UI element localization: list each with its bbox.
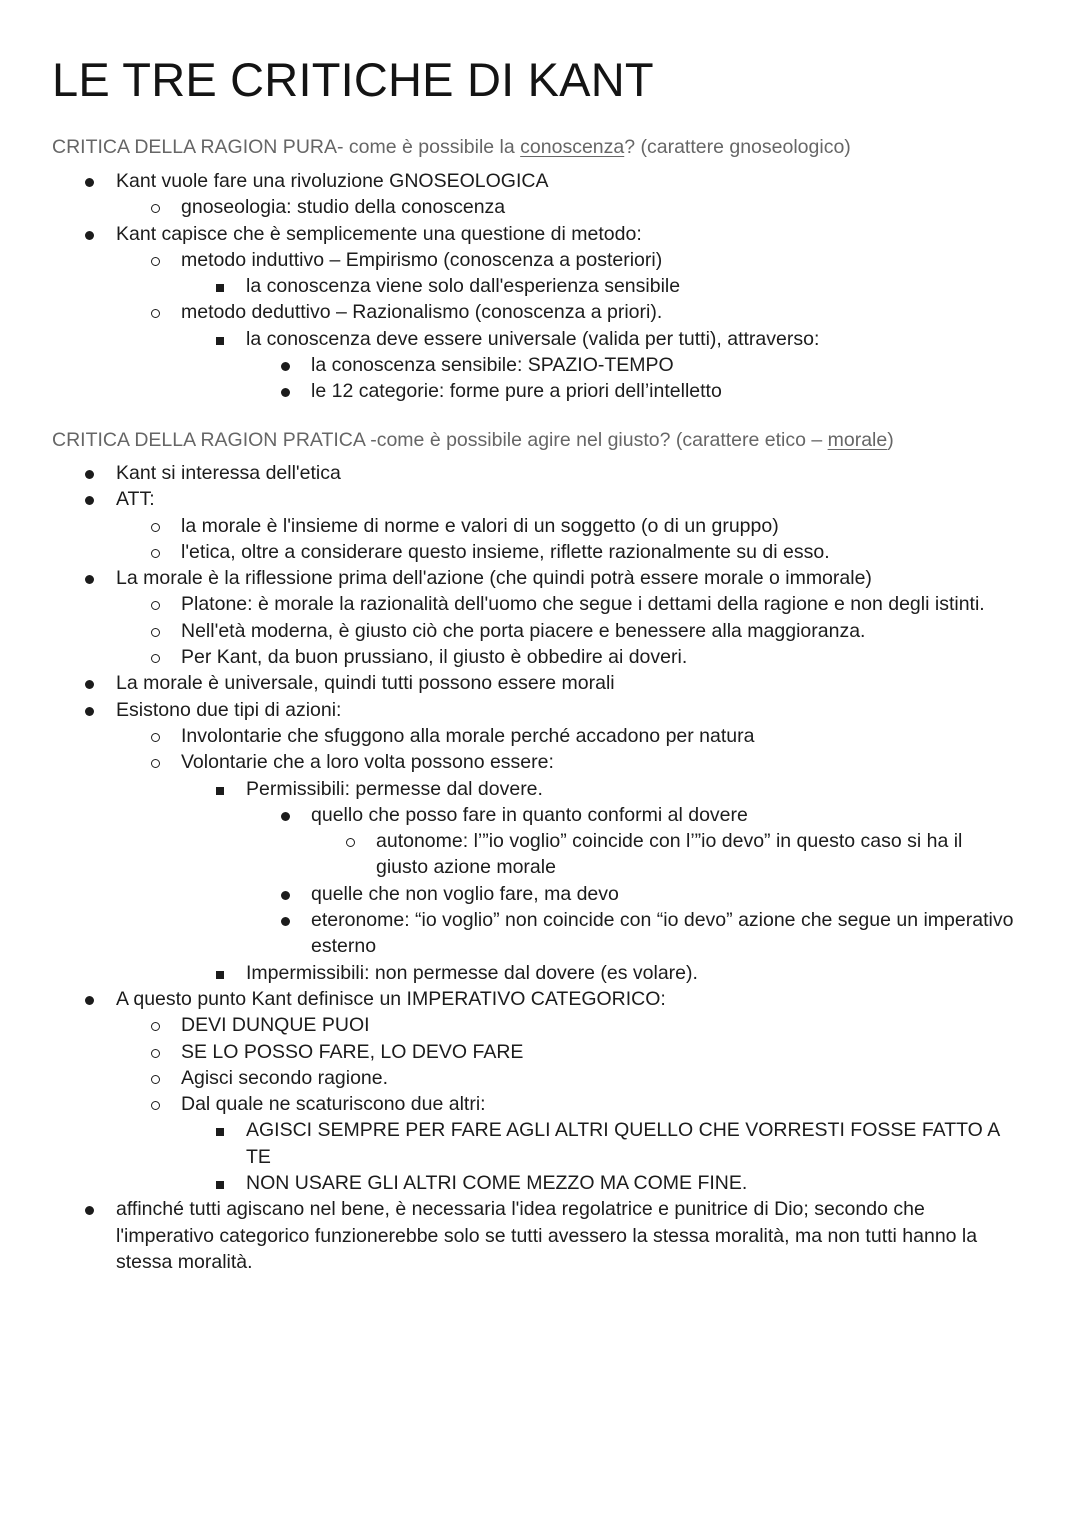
list-item: le 12 categorie: forme pure a priori dell’intelletto [0, 378, 1080, 404]
bullet-circle-icon [145, 749, 165, 775]
bullet-square-icon [210, 776, 230, 802]
list-item: Kant capisce che è semplicemente una questione di metodo: [0, 221, 1080, 247]
list-item: Kant vuole fare una rivoluzione GNOSEOLOGICA [0, 168, 1080, 194]
list-item: Agisci secondo ragione. [0, 1065, 1080, 1091]
bullet-dot-icon [275, 378, 295, 404]
list-item: Permissibili: permesse dal dovere. [0, 776, 1080, 802]
heading-link-conoscenza[interactable]: conoscenza [520, 136, 625, 158]
list-item: Impermissibili: non permesse dal dovere (es volare). [0, 960, 1080, 986]
bullet-circle-icon [145, 513, 165, 539]
list-item: Per Kant, da buon prussiano, il giusto è obbedire ai doveri. [0, 644, 1080, 670]
list-item: metodo induttivo – Empirismo (conoscenza a posteriori) [0, 247, 1080, 273]
list-item: ATT: [0, 486, 1080, 512]
bullet-dot-icon [79, 168, 99, 194]
list-item: DEVI DUNQUE PUOI [0, 1012, 1080, 1038]
bullet-dot-icon [275, 802, 295, 828]
bullet-dot-icon [79, 1196, 99, 1222]
bullet-dot-icon [79, 460, 99, 486]
list-item: autonome: l’”io voglio” coincide con l’”io devo” in questo caso si ha il giusto azione morale [0, 828, 1080, 881]
list-item: la morale è l'insieme di norme e valori di un soggetto (o di un gruppo) [0, 513, 1080, 539]
heading-text: ? (carattere gnoseologico) [624, 136, 851, 158]
list-item: affinché tutti agiscano nel bene, è necessaria l'idea regolatrice e punitrice di Dio; secondo che l'imperativo categorico funzionerebbe solo se tutti avessero la stessa moralità, ma non tutti hanno la stessa moralità. [0, 1196, 1080, 1275]
list-ragion-pratica [0, 460, 1080, 1275]
bullet-dot-icon [275, 907, 295, 933]
bullet-dot-icon [275, 352, 295, 378]
list-item: AGISCI SEMPRE PER FARE AGLI ALTRI QUELLO CHE VORRESTI FOSSE FATTO A TE [0, 1117, 1080, 1170]
bullet-circle-icon [145, 247, 165, 273]
heading-text: CRITICA DELLA RAGION PURA- come è possibile la [52, 136, 521, 158]
list-item: Esistono due tipi di azioni: [0, 697, 1080, 723]
bullet-dot-icon [79, 697, 99, 723]
bullet-circle-icon [145, 723, 165, 749]
list-item: la conoscenza deve essere universale (valida per tutti), attraverso: [0, 326, 1080, 352]
bullet-square-icon [210, 1117, 230, 1143]
list-item: la conoscenza viene solo dall'esperienza sensibile [0, 273, 1080, 299]
bullet-square-icon [210, 960, 230, 986]
bullet-circle-icon [145, 618, 165, 644]
bullet-circle-icon [340, 828, 360, 854]
bullet-dot-icon [79, 565, 99, 591]
bullet-circle-icon [145, 539, 165, 565]
section-heading-pratica [52, 427, 894, 453]
list-item: Nell'età moderna, è giusto ciò che porta piacere e benessere alla maggioranza. [0, 618, 1080, 644]
heading-text: CRITICA DELLA RAGION PRATICA -come è possibile agire nel giusto? (carattere etico – [52, 429, 828, 451]
list-item: A questo punto Kant definisce un IMPERATIVO CATEGORICO: [0, 986, 1080, 1012]
list-item: La morale è la riflessione prima dell'azione (che quindi potrà essere morale o immorale) [0, 565, 1080, 591]
bullet-circle-icon [145, 1091, 165, 1117]
bullet-circle-icon [145, 591, 165, 617]
bullet-circle-icon [145, 644, 165, 670]
list-item: l'etica, oltre a considerare questo insieme, riflette razionalmente su di esso. [0, 539, 1080, 565]
list-item: quelle che non voglio fare, ma devo [0, 881, 1080, 907]
bullet-dot-icon [79, 221, 99, 247]
bullet-square-icon [210, 1170, 230, 1196]
list-item: Kant si interessa dell'etica [0, 460, 1080, 486]
list-item: quello che posso fare in quanto conformi al dovere [0, 802, 1080, 828]
bullet-dot-icon [275, 881, 295, 907]
bullet-dot-icon [79, 486, 99, 512]
bullet-circle-icon [145, 1065, 165, 1091]
list-item: la conoscenza sensibile: SPAZIO-TEMPO [0, 352, 1080, 378]
list-item: metodo deduttivo – Razionalismo (conoscenza a priori). [0, 299, 1080, 325]
list-ragion-pura [0, 168, 1080, 405]
page-title: LE TRE CRITICHE DI KANT [52, 53, 654, 106]
list-item: Involontarie che sfuggono alla morale perché accadono per natura [0, 723, 1080, 749]
heading-link-morale[interactable]: morale [827, 429, 888, 451]
list-item: eteronome: “io voglio” non coincide con “io devo” azione che segue un imperativo esterno [0, 907, 1080, 960]
bullet-circle-icon [145, 1039, 165, 1065]
list-item: NON USARE GLI ALTRI COME MEZZO MA COME FINE. [0, 1170, 1080, 1196]
list-item: Dal quale ne scaturiscono due altri: [0, 1091, 1080, 1117]
section-heading-pura [52, 134, 851, 160]
bullet-dot-icon [79, 986, 99, 1012]
list-item: Volontarie che a loro volta possono essere: [0, 749, 1080, 775]
bullet-dot-icon [79, 670, 99, 696]
list-item: gnoseologia: studio della conoscenza [0, 194, 1080, 220]
bullet-circle-icon [145, 299, 165, 325]
bullet-circle-icon [145, 194, 165, 220]
list-item: Platone: è morale la razionalità dell'uomo che segue i dettami della ragione e non degli istinti. [0, 591, 1080, 617]
bullet-square-icon [210, 273, 230, 299]
heading-text: ) [887, 429, 894, 451]
bullet-circle-icon [145, 1012, 165, 1038]
list-item: La morale è universale, quindi tutti possono essere morali [0, 670, 1080, 696]
list-item: SE LO POSSO FARE, LO DEVO FARE [0, 1039, 1080, 1065]
bullet-square-icon [210, 326, 230, 352]
